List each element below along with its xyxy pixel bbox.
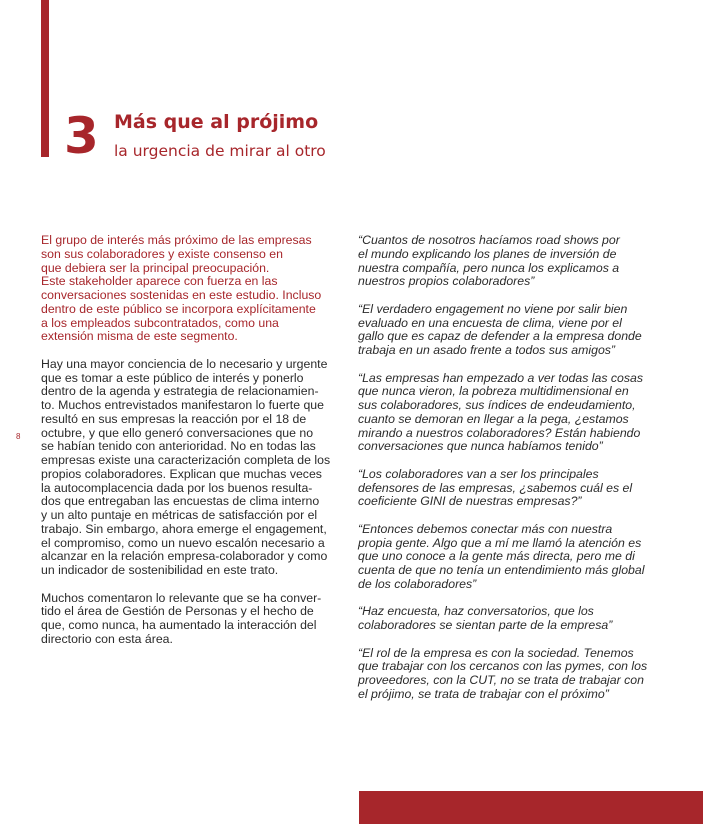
- lead-paragraph: El grupo de interés más próximo de las empresas son sus colaboradores y existe consenso en que debiera ser la principal preocupación. Este stakeholder aparece con fuerza en las conversaciones sostenidas en este estudio. Incluso dentro de este público se incorpora explícitamente a los empleados subcontratados, como una extensión misma de este segmento.: [41, 233, 322, 344]
- body-paragraph: Muchos comentaron lo relevante que se ha conver- tido el área de Gestión de Personas y el hecho de que, como nunca, ha aumentado la interacción del directorio con esta área.: [41, 590, 322, 646]
- body-text-column: [41, 234, 349, 660]
- quote: “Las empresas han empezado a ver todas las cosas que nunca vieron, la pobreza multidimensional en sus colaboradores, sus índices de endeudamiento, cuanto se demoran en llegar a la pega, ¿estamos mirando a nuestros colaboradores? Están habiendo conversaciones que nunca habíamos tenido”: [358, 370, 644, 454]
- quote: “Los colaboradores van a ser los principales defensores de las empresas, ¿sabemos cuál es el coeficiente GINI de nuestras empresas?”: [358, 466, 633, 509]
- quote: “Entonces debemos conectar más con nuestra propia gente. Algo que a mí me llamó la atención es que uno conoce a la gente más directa, pero me di cuenta de que no tenía un entendimiento más global de los colaboradores”: [358, 521, 645, 591]
- quotes-column: [358, 234, 678, 715]
- page-number: 8: [16, 432, 21, 441]
- quote: “El verdadero engagement no viene por salir bien evaluado en una encuesta de clima, viene por el gallo que es capaz de defender a la empresa donde trabaja en un asado frente a todos sus amigos”: [358, 301, 642, 357]
- footer-accent-bar: [359, 791, 703, 824]
- chapter-subtitle: la urgencia de mirar al otro: [114, 142, 326, 160]
- chapter-accent-bar: [41, 0, 49, 157]
- quote: “El rol de la empresa es con la sociedad. Tenemos que trabajar con los cercanos con las pymes, con los proveedores, con la CUT, no se trata de trabajar con el prójimo, se trata de trabajar con el próximo”: [358, 645, 648, 701]
- chapter-number: 3: [64, 107, 98, 165]
- chapter-title: Más que al prójimo: [114, 111, 319, 133]
- quote: “Haz encuesta, haz conversatorios, que los colaboradores se sientan parte de la empresa”: [358, 604, 613, 632]
- quote: “Cuantos de nosotros hacíamos road shows por el mundo explicando los planes de inversión de nuestra compañía, pero nunca los explicamos a nuestros propios colaboradores”: [358, 233, 620, 289]
- body-paragraph: Hay una mayor conciencia de lo necesario y urgente que es tomar a este público de interés y ponerlo dentro de la agenda y estrategia de relacionamien- to. Muchos entrevistados manifestaron lo fuerte que resultó en sus empresas la reacción por el 18 de octubre, y que ello generó conversaciones que no se habían tenido con anterioridad. No en todas las empresas existe una caracterización completa de los propios colaboradores. Explican que muchas veces la autocomplacencia dada por los buenos resulta- dos que entregaban las encuestas de clima interno y un alto puntaje en métricas de satisfacción por el trabajo. Sin embargo, ahora emerge el engagement, el compromiso, como un nuevo escalón necesario a alcanzar en la relación empresa-colaborador y como un indicador de sostenibilidad en este trato.: [41, 356, 331, 577]
